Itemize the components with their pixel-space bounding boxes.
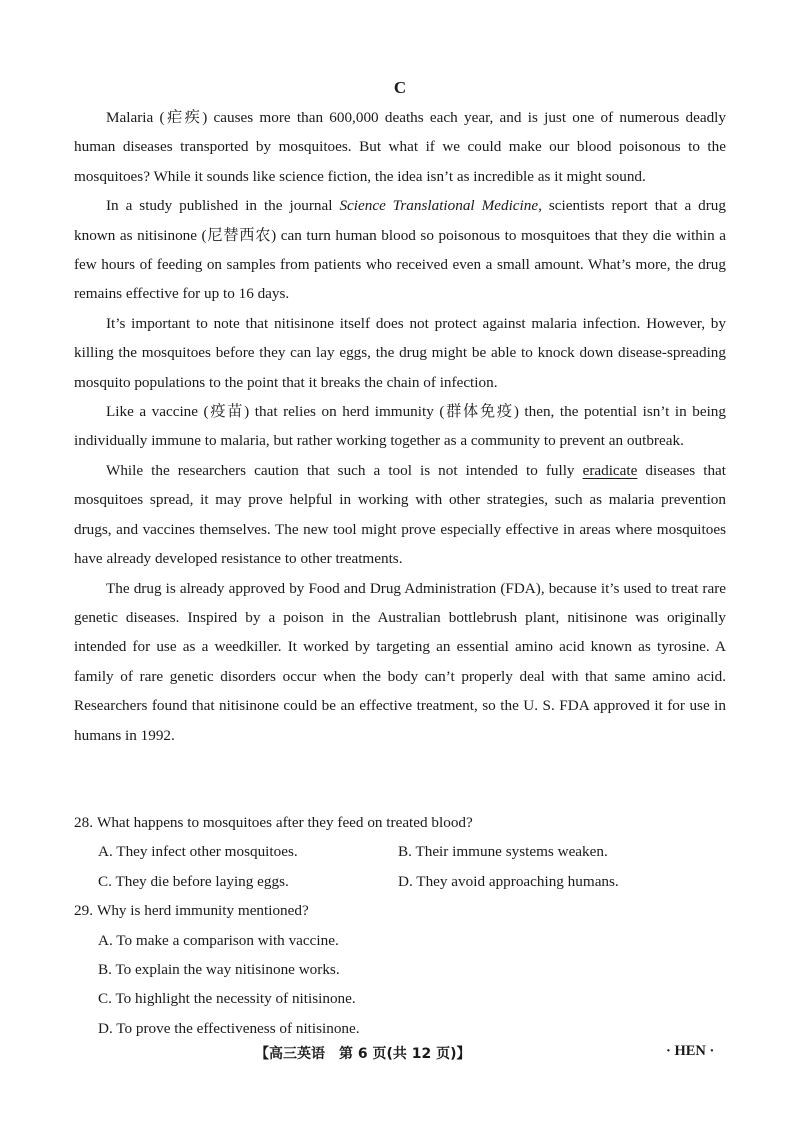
- answer-option: C. They die before laying eggs.: [98, 872, 289, 890]
- section-heading: C: [393, 78, 407, 97]
- journal-title: Science Translational Medicine: [339, 197, 539, 215]
- question-list: [74, 808, 734, 1043]
- answer-options: [74, 926, 734, 1044]
- passage-paragraph: [74, 103, 726, 191]
- paragraph-text: It’s important to note that nitisinone itself does not protect against malaria infection. However, by killing the mosquitoes before they can lay eggs, the drug might be able to knock down disease-spreading mosquito populations to the point that it breaks the chain of infection.: [74, 314, 726, 391]
- passage-paragraph: [74, 309, 726, 397]
- question-number: 28.: [74, 814, 93, 831]
- passage-paragraph: [74, 574, 726, 750]
- question-text: What happens to mosquitoes after they feed on treated blood?: [96, 814, 473, 831]
- answer-option: A. They infect other mosquitoes.: [98, 843, 298, 861]
- answer-option: B. To explain the way nitisinone works.: [98, 961, 340, 979]
- answer-option: B. Their immune systems weaken.: [398, 843, 608, 861]
- answer-options: [74, 837, 734, 896]
- reading-passage: [74, 103, 726, 750]
- question-text: Why is herd immunity mentioned?: [96, 902, 309, 920]
- paragraph-text: The drug is already approved by Food and Drug Administration (FDA), because it’s used to treat rare genetic diseases. Inspired by a poison in the Australian bottlebrush plant, nitisinone was originally intended for use as a weedkiller. It worked by targeting an essential amino acid known as tyrosine. A family of rare genetic disorders occur when the body can’t properly deal with that same amino acid. Researchers found that nitisinone could be an effective treatment, so the U. S. FDA approved it for use in humans in 1992.: [74, 579, 726, 744]
- passage-paragraph: [74, 397, 726, 456]
- question-stem: [74, 808, 734, 837]
- paragraph-text: , scientists report that a drug known as nitisinone (尼替西农) can turn human blood so poisonous to mosquitoes that they die within a few hours of feeding on samples from patients who received even a small amount. What’s more, the drug remains effective for up to 16 days.: [74, 197, 726, 303]
- paragraph-text: While the researchers caution that such a tool is not intended to fully: [106, 461, 583, 479]
- paragraph-text: diseases that mosquitoes spread, it may prove helpful in working with other strategies, such as malaria prevention drugs, and vaccines themselves. The new tool might prove especially effective in areas where mosquitoes have already developed resistance to other treatments.: [74, 461, 727, 568]
- paragraph-text: Like a vaccine (疫苗) that relies on herd immunity (群体免疫) then, the potential isn’t in being individually immune to malaria, but rather working together as a community to prevent an outbreak.: [74, 403, 726, 450]
- answer-option: D. To prove the effectiveness of nitisinone.: [98, 1019, 360, 1037]
- answer-option: A. To make a comparison with vaccine.: [98, 931, 339, 949]
- passage-paragraph: [74, 191, 726, 309]
- passage-paragraph: [74, 456, 726, 574]
- question-number: 29.: [74, 902, 93, 920]
- underlined-word: eradicate: [582, 461, 638, 479]
- question-stem: [74, 896, 734, 925]
- footer-code: · HEN ·: [666, 1043, 715, 1059]
- answer-option: D. They avoid approaching humans.: [398, 872, 619, 890]
- paragraph-text: Malaria (疟疾) causes more than 600,000 deaths each year, and is just one of numerous deadly human diseases transported by mosquitoes. But what if we could make our blood poisonous to the mosquitoes? While it sounds like science fiction, the idea isn’t as incredible as it might sound.: [74, 109, 726, 185]
- paragraph-text: In a study published in the journal: [106, 197, 340, 215]
- answer-option: C. To highlight the necessity of nitisinone.: [98, 990, 356, 1008]
- footer-page-info: 【高三英语 第 6 页(共 12 页)】: [255, 1046, 471, 1062]
